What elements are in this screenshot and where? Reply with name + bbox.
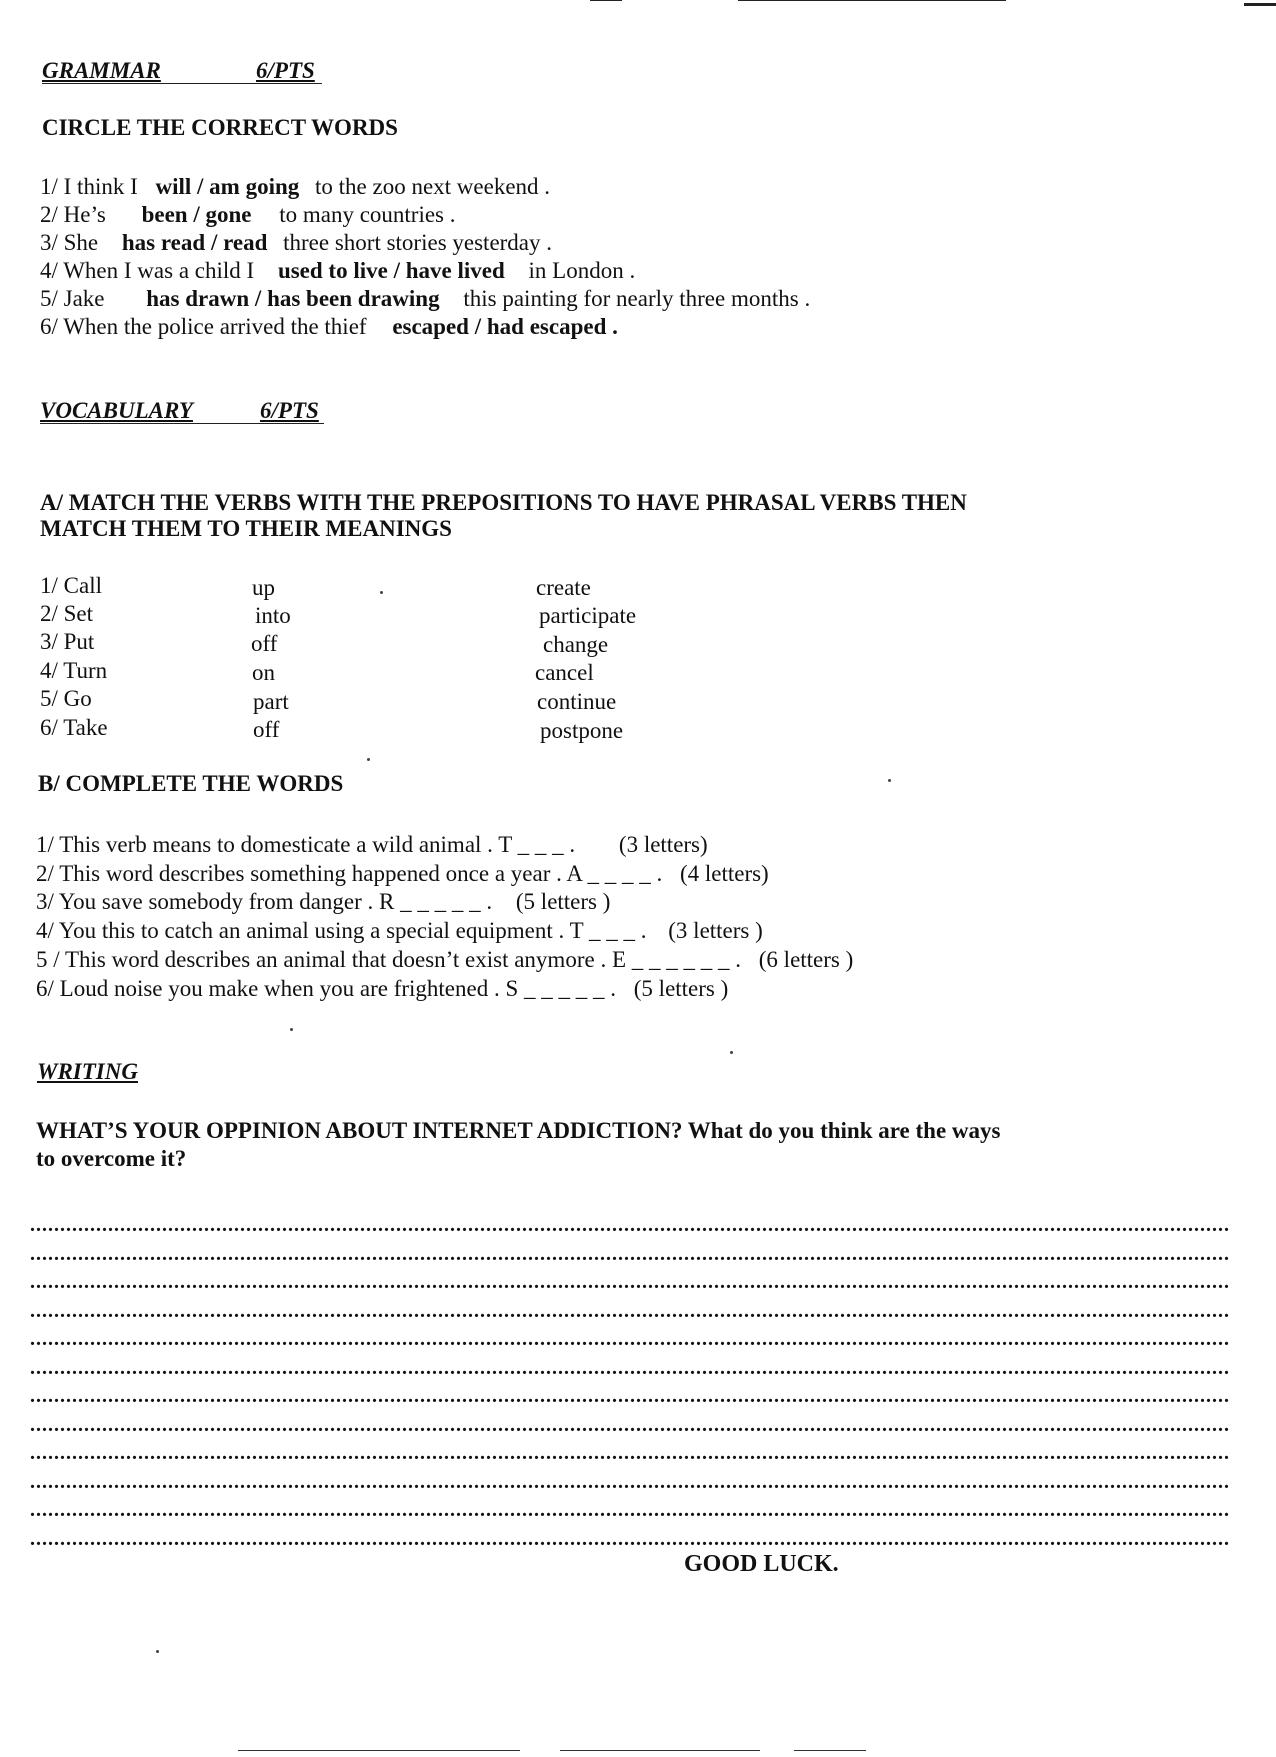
complete-item-2 <box>36 860 769 888</box>
verb-1: 1/ Call <box>40 573 102 598</box>
verb-4: 4/ Turn <box>40 658 108 683</box>
answer-line[interactable]: ........................................................................................................................................................................................................ <box>30 1356 1230 1379</box>
item-number: 3/ She <box>40 230 99 255</box>
answer-line[interactable]: ........................................................................................................................................................................................................ <box>30 1499 1230 1521</box>
part-a-instruction-line-1: A/ MATCH THE VERBS WITH THE PREPOSITIONS TO HAVE PHRASAL VERBS THEN <box>40 490 967 515</box>
scan-speck <box>290 1028 293 1031</box>
complete-item-3 <box>36 888 610 916</box>
letter-hint: (5 letters ) <box>515 889 611 914</box>
item-text: 3/ You save somebody from danger . <box>36 889 374 914</box>
answer-blank[interactable]: A _ _ _ _ . <box>566 861 663 886</box>
vocabulary-title: VOCABULARY <box>40 398 193 423</box>
grammar-points: 6/PTS <box>256 58 315 83</box>
writing-prompt-line-1 <box>36 1118 1000 1144</box>
option-1[interactable]: been / <box>141 202 200 227</box>
answer-line[interactable]: ........................................................................................................................................................................................................ <box>30 1271 1230 1293</box>
vocabulary-points: 6/PTS <box>260 398 319 423</box>
writing-prompt-caps: WHAT’S YOUR OPPINION ABOUT INTERNET ADDICTION? <box>36 1118 683 1143</box>
separator: / <box>210 230 218 255</box>
verb-2: 2/ Set <box>40 601 94 626</box>
answer-line[interactable]: ........................................................................................................................................................................................................ <box>30 1385 1230 1407</box>
meaning-5: continue <box>537 689 617 714</box>
answer-blank[interactable]: T _ _ _ . <box>498 832 576 857</box>
grammar-item-5 <box>40 285 810 313</box>
writing-prompt-rest: What do you think are the ways <box>687 1118 1001 1143</box>
grammar-item-2 <box>40 201 456 229</box>
answer-line[interactable]: ........................................................................................................................................................................................................ <box>30 1527 1230 1550</box>
item-rest: to the zoo next weekend . <box>315 174 551 199</box>
meaning-1: create <box>536 575 591 600</box>
scan-speck <box>367 758 370 761</box>
vocabulary-underline <box>40 423 324 424</box>
complete-item-6 <box>36 975 728 1003</box>
preposition-2: into <box>255 603 291 628</box>
separator: / <box>197 174 204 199</box>
item-text: 4/ You this to catch an animal using a special equipment . <box>36 918 565 943</box>
verb-6: 6/ Take <box>40 715 108 740</box>
preposition-6: off <box>253 717 280 742</box>
item-text: 5 / This word describes an animal that doesn’t exist anymore . <box>36 947 607 972</box>
scan-speck <box>730 1051 733 1054</box>
bottom-rule-2 <box>560 1750 760 1751</box>
option-2[interactable]: read <box>223 230 268 255</box>
option-2[interactable]: has been drawing <box>267 286 440 311</box>
complete-item-1 <box>36 831 708 859</box>
separator: / <box>254 286 262 311</box>
top-corner-mark <box>1244 3 1276 6</box>
grammar-underline <box>42 83 322 84</box>
verb-3: 3/ Put <box>40 629 95 654</box>
bottom-rule-3 <box>794 1750 866 1751</box>
answer-line[interactable]: ........................................................................................................................................................................................................ <box>30 1413 1230 1436</box>
scan-speck <box>156 1650 159 1653</box>
letter-hint: (3 letters ) <box>668 918 763 943</box>
letter-hint: (3 letters) <box>618 832 708 857</box>
top-rule-right <box>738 0 1006 1</box>
verb-5: 5/ Go <box>40 686 92 711</box>
item-rest: this painting for nearly three months . <box>463 286 811 311</box>
option-1[interactable]: will <box>155 174 192 199</box>
option-2[interactable]: had escaped . <box>486 314 618 339</box>
complete-item-5 <box>36 946 853 974</box>
separator: / <box>393 258 400 283</box>
meaning-6: postpone <box>540 718 624 743</box>
grammar-item-1 <box>40 173 550 201</box>
item-number: 1/ I think I <box>40 174 138 199</box>
item-rest: in London . <box>528 258 636 283</box>
part-b-instruction: B/ COMPLETE THE WORDS <box>38 771 344 796</box>
separator: / <box>474 314 482 339</box>
answer-blank[interactable]: S _ _ _ _ _ . <box>505 976 617 1001</box>
option-1[interactable]: has read <box>121 230 206 255</box>
bottom-rule-1 <box>238 1750 520 1751</box>
answer-line[interactable]: ........................................................................................................................................................................................................ <box>30 1299 1230 1322</box>
preposition-1: up <box>252 575 275 600</box>
part-a-instruction-line-2: MATCH THEM TO THEIR MEANINGS <box>40 516 452 541</box>
letter-hint: (4 letters) <box>679 861 769 886</box>
option-1[interactable]: escaped <box>392 314 469 339</box>
item-rest: to many countries . <box>279 202 456 227</box>
item-number: 4/ When I was a child I <box>40 258 255 283</box>
item-text: 1/ This verb means to domesticate a wild animal . <box>36 832 493 857</box>
item-text: 6/ Loud noise you make when you are frightened . <box>36 976 500 1001</box>
preposition-5: part <box>253 689 289 714</box>
writing-title: WRITING <box>37 1059 138 1084</box>
scan-speck <box>380 591 383 594</box>
item-number: 2/ He’s <box>40 202 106 227</box>
preposition-3: off <box>251 631 278 656</box>
answer-line[interactable]: ........................................................................................................................................................................................................ <box>30 1214 1230 1236</box>
grammar-title: GRAMMAR <box>42 58 161 83</box>
option-2[interactable]: gone <box>205 202 252 227</box>
answer-line[interactable]: ........................................................................................................................................................................................................ <box>30 1470 1230 1493</box>
letter-hint: (5 letters ) <box>633 976 729 1001</box>
meaning-2: participate <box>539 603 637 628</box>
writing-prompt-line-2: to overcome it? <box>36 1146 187 1171</box>
option-2[interactable]: have lived <box>405 258 505 283</box>
letter-hint: (6 letters ) <box>758 947 854 972</box>
closing-text: GOOD LUCK. <box>684 1551 839 1577</box>
answer-line[interactable]: ........................................................................................................................................................................................................ <box>30 1242 1230 1265</box>
preposition-4: on <box>252 660 275 685</box>
answer-line[interactable]: ........................................................................................................................................................................................................ <box>30 1442 1230 1464</box>
answer-line[interactable]: ........................................................................................................................................................................................................ <box>30 1328 1230 1350</box>
option-2[interactable]: am going <box>209 174 300 199</box>
answer-blank[interactable]: T _ _ _ . <box>569 918 647 943</box>
answer-blank[interactable]: R _ _ _ _ _ . <box>379 889 493 914</box>
grammar-item-3 <box>40 229 552 257</box>
top-rule-left <box>590 0 622 1</box>
complete-item-4 <box>36 917 763 945</box>
item-text: 2/ This word describes something happened once a year . <box>36 861 562 886</box>
item-number: 6/ When the police arrived the thief <box>40 314 367 339</box>
meaning-3: change <box>543 632 609 657</box>
grammar-instruction: CIRCLE THE CORRECT WORDS <box>42 115 398 140</box>
item-rest: three short stories yesterday . <box>283 230 553 255</box>
option-1[interactable]: used to live <box>277 258 388 283</box>
grammar-item-4 <box>40 257 635 285</box>
meaning-4: cancel <box>535 660 594 685</box>
item-number: 5/ Jake <box>40 286 105 311</box>
grammar-item-6 <box>40 313 618 341</box>
scan-speck <box>888 779 891 782</box>
option-1[interactable]: has drawn <box>146 286 250 311</box>
answer-blank[interactable]: E _ _ _ _ _ _ . <box>611 947 742 972</box>
